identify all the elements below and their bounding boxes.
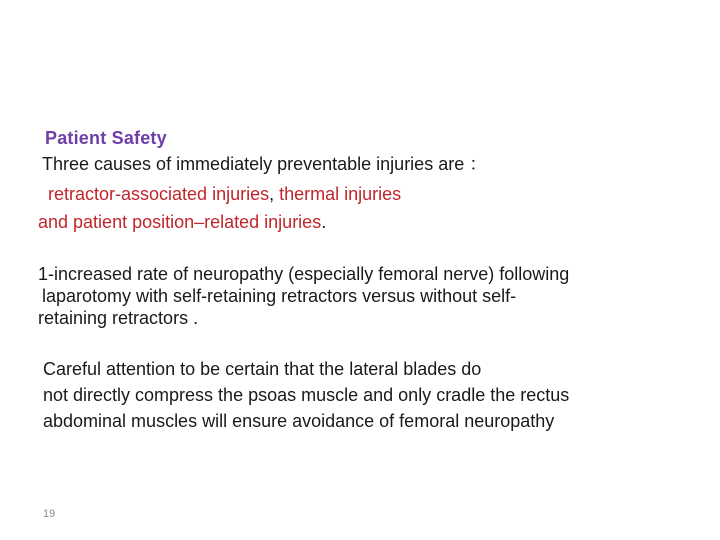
retractor-injuries-text: retractor-associated injuries: [48, 184, 270, 204]
point1-line-3: retaining retractors .: [38, 308, 199, 328]
slide-title: Patient Safety: [45, 128, 167, 148]
point2-line-2: not directly compress the psoas muscle and only cradle the rectus: [43, 385, 570, 405]
page-number: 19: [43, 508, 56, 520]
intro-line-1: [42, 153, 487, 175]
intro-separator: ,: [269, 184, 280, 204]
point2-line-1: Careful attention to be certain that the lateral blades do: [43, 359, 482, 379]
intro-line-3: [38, 211, 326, 233]
point1-line-1: 1-increased rate of neuropathy (especially femoral nerve) following: [38, 264, 570, 284]
thermal-injuries-text: thermal injuries: [279, 184, 402, 204]
intro-line-2: [48, 183, 401, 205]
intro-line-3-end: .: [321, 212, 327, 232]
point2-line-3: abdominal muscles will ensure avoidance of femoral neuropathy: [43, 411, 555, 431]
position-injuries-text: and patient position–related injuries: [38, 212, 322, 232]
point1-line-2: laparotomy with self-retaining retractors versus without self-: [42, 286, 517, 306]
intro-line-1-text: Three causes of immediately preventable injuries are ：: [42, 154, 488, 174]
